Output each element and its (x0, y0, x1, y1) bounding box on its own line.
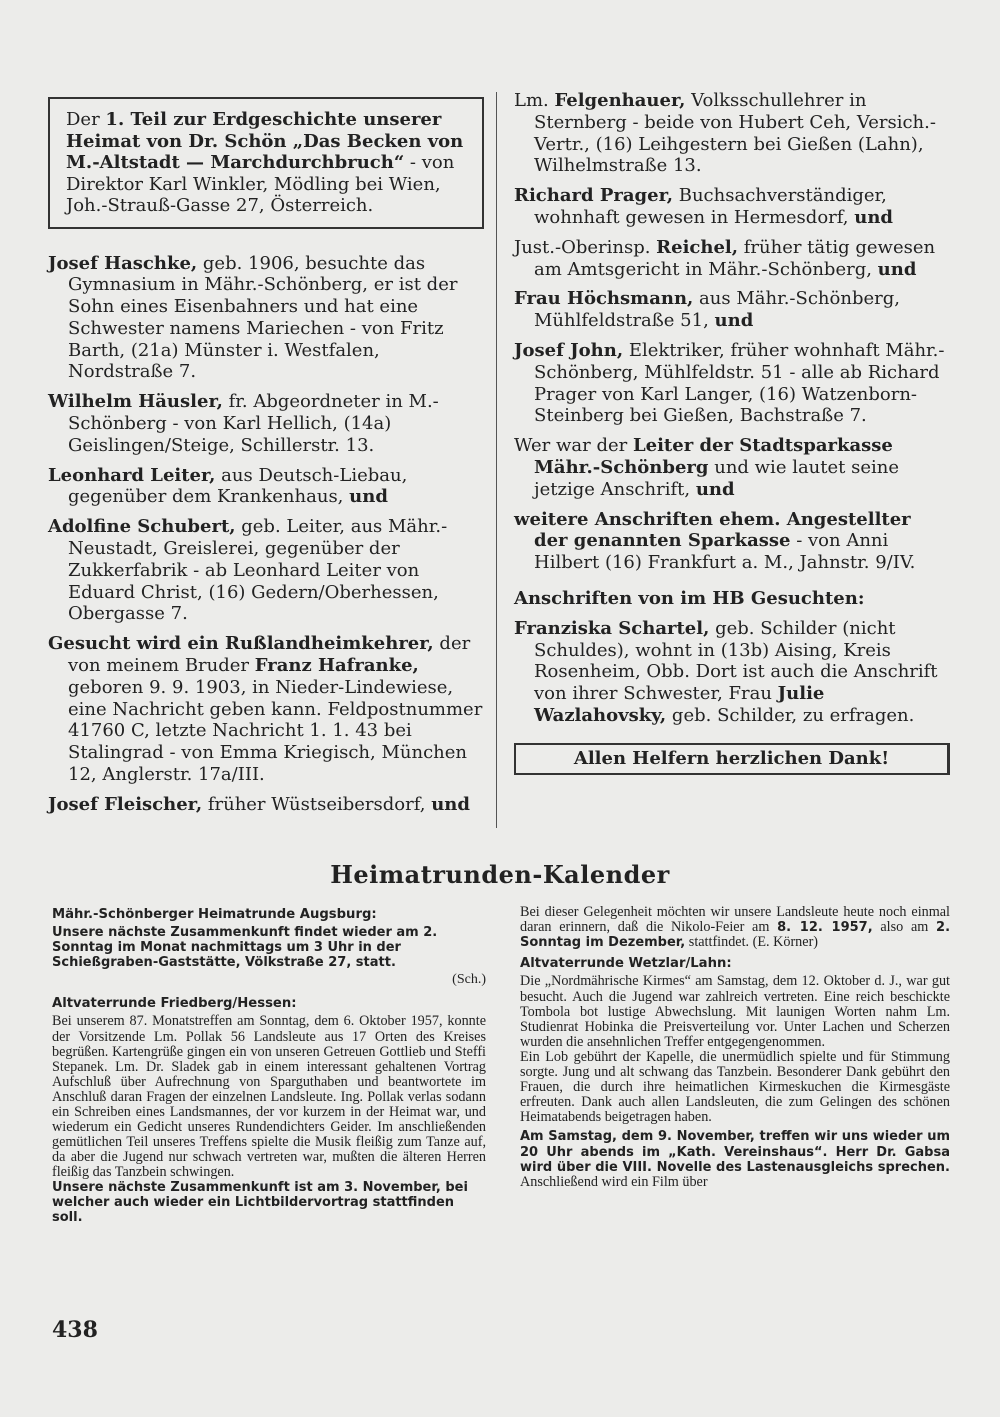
entry-pre: Wer war der (514, 435, 633, 457)
entry-name: Adolfine Schubert, (48, 516, 236, 538)
nikolo-text: Bei dieser Gelegenheit möchten wir unsere Landsleute heute noch einmal daran erinnern, daß die Nikolo-Feier am (520, 904, 950, 936)
entry-name: Reichel, (656, 236, 739, 258)
entry-and: und (349, 486, 388, 508)
friedberg-heading: Altvaterrunde Friedberg/Hessen: (52, 996, 297, 1012)
entry-haschke (48, 253, 484, 384)
entry-text: Volksschullehrer in Sternberg - beide von Hubert Ceh, Versich.-Vertr., (16) Leihgestern bei Gießen (Lahn), Wilhelmstraße 13. (534, 90, 936, 177)
entry-name-2: Franz Hafranke, (254, 655, 419, 677)
wetzlar-text: Die „Nordmährische Kirmes“ am Samstag, dem 12. Oktober d. J., war gut besucht. Auch die Jugend war zahlreich vertreten. Eine reich beschickte Tombola bot lustige Abwechslung. Mit launigen Worten nahm Lm. Studienrat Hobinka die Preisverteilung vor. Unter Lachen und Scherzen wurden die ansehnlichen Treffer entgegengenommen. (520, 973, 950, 1050)
entry-schartel (514, 618, 950, 727)
notice-title: 1. Teil zur Erdgeschichte unserer Heimat von Dr. Schön „Das Becken von M.-Altstadt — Marchdurchbruch“ (66, 109, 464, 173)
left-column (48, 97, 484, 824)
entry-text: geb. Leiter, aus Mähr.-Neustadt, Greislerei, gegenüber der Zukkerfabrik - ab Leonhard Leiter von Eduard Christ, (16) Gedern/Oberhessen, Obergasse 7. (68, 516, 448, 625)
entry-and: und (714, 310, 754, 332)
entry-name: weitere Anschriften ehem. Angestellter der genannten Sparkasse (514, 508, 911, 552)
column-divider (496, 92, 497, 828)
section-heading: Anschriften von im HB Gesuchten: (514, 587, 865, 609)
entry-text: und wie lautet seine jetzige Anschrift, (534, 456, 900, 500)
entry-schubert (48, 516, 484, 625)
entry-name: Richard Prager, (514, 185, 674, 207)
entry-name: Josef Fleischer, (48, 793, 203, 815)
entry-text: aus Mähr.-Schönberg, Mühlfeldstraße 51, (534, 288, 900, 332)
entry-text-2: geboren 9. 9. 1903, in Nieder-Lindewiese, eine Nachricht geben kann. Feldpostnummer 41760 C, letzte Nachricht 1. 1. 43 bei Stalingrad - von Emma Kriegisch, München 12, Anglerstr. 17a/III. (68, 676, 483, 786)
entry-and: und (431, 793, 470, 815)
entry-name-2: Julie Wazlahovsky, (534, 683, 825, 726)
entry-text: geb. Schilder (nicht Schuldes), wohnt in (13b) Aising, Kreis Rosenheim, Obb. Dort ist auch die Anschrift von ihrer Schwester, Frau (534, 617, 938, 705)
entry-felgenhauer (514, 90, 950, 177)
entry-john (514, 340, 950, 427)
entry-name: Gesucht wird ein Rußlandheimkehrer, (48, 633, 434, 655)
wetzlar-text-2: Ein Lob gebührt der Kapelle, die unermüdlich spielte und für Stimmung sorgte. Jung und alt schwang das Tanzbein. Besonderer Dank gebührt den Frauen, die durch ihre heimatlichen Kirmeskuchen die Kirmesgäste erfreuten. Dank auch allen Landsleuten, die zum Gelingen des schönen Heimatabends beigetragen haben. (520, 1048, 950, 1126)
augsburg-text: Unsere nächste Zusammenkunft findet wieder am 2. Sonntag im Monat nachmittags um 3 Uhr in der Schießgraben-Gaststätte, Völkstraße 27, statt. (52, 925, 438, 971)
entry-pre: Just.-Oberinsp. (514, 236, 657, 258)
nikolo-notice (520, 905, 950, 950)
entry-name: Josef John, (514, 339, 624, 361)
nikolo-text-mid: also am (872, 919, 937, 936)
kalender-title: Heimatrunden-Kalender (330, 860, 670, 889)
augsburg-heading: Mähr.-Schönberger Heimatrunde Augsburg: (52, 907, 377, 922)
entry-name: Felgenhauer, (554, 90, 686, 111)
entry-angestellte (514, 509, 950, 574)
entry-hb-heading (514, 588, 950, 610)
nikolo-text-end: stattfindet. (E. Körner) (685, 934, 819, 951)
notice-text: - von Direktor Karl Winkler, Mödling bei Wien, Joh.-Strauß-Gasse 27, Österreich. (66, 152, 455, 216)
entry-text: Buchsachverständiger, wohnhaft gewesen in Hermesdorf, (534, 185, 887, 228)
entry-name: Frau Höchsmann, (514, 288, 694, 310)
kalender-right-column (520, 905, 950, 1190)
entry-text: aus Deutsch-Liebau, gegenüber dem Krankenhaus, (68, 464, 408, 508)
nikolo-sunday: 2. Sonntag im Dezember, (520, 920, 951, 951)
entry-hoechsmann (514, 288, 950, 332)
entry-pre: Lm. (514, 90, 555, 111)
wetzlar-heading: Altvaterrunde Wetzlar/Lahn: (520, 956, 732, 972)
entry-text: geb. 1906, besuchte das Gymnasium in Mähr.-Schönberg, er ist der Sohn eines Eisenbahners und hat eine Schwester namens Mariechen - von Fritz Barth, (21a) Münster i. Westfalen, Nordstraße 7. (68, 252, 458, 383)
entry-name: Leonhard Leiter, (48, 464, 216, 486)
wetzlar-next-meeting (520, 1129, 950, 1189)
entry-prager (514, 185, 950, 229)
entry-haeusler (48, 391, 484, 456)
entry-and: und (877, 258, 917, 280)
entry-fleischer (48, 794, 484, 816)
entry-text: Elektriker, früher wohnhaft Mähr.-Schönberg, Mühlfeldstr. 51 - alle ab Richard Prager von Karl Langer, (16) Watzenborn-Steinberg bei Gießen, Bachstraße 7. (534, 339, 945, 427)
entry-name: Franziska Schartel, (514, 617, 710, 639)
entry-text: früher tätig gewesen am Amtsgericht in Mähr.-Schönberg, (534, 236, 936, 280)
entry-name: Josef Haschke, (48, 252, 198, 274)
notice-pre: Der (66, 109, 106, 130)
augsburg-signature: (Sch.) (452, 972, 486, 988)
entry-and: und (854, 206, 893, 228)
entry-sparkasse (514, 435, 950, 500)
entry-russland (48, 633, 484, 786)
friedberg-text: Bei unserem 87. Monatstreffen am Sonntag, dem 6. Oktober 1957, konnte der Vorsitzende Lm. Pollak 56 Landsleute aus 17 Orten des Kreises begrüßen. Kartengrüße gingen ein von unseren Getreuen Gottlieb und Steffi Stepanek. Lm. Dr. Sladek gab in einem interessant gehaltenen Vortrag Aufschluß über Aufrechnung von Sparguthaben und beantwortete im Anschluß daran Fragen der einzelnen Landsleute. Ing. Pollak verlas sodann ein Schreiben eines Landsmannes, der vor kurzem in der Heimat war, und wiederum ein Gedicht unseres Rundendichters Geider. Im anschließenden gemütlichen Teil unseres Treffens spielte die Musik fleißig zum Tanze auf, da aber die Jugend nur schwach vertreten war, mußten die älteren Herren fleißig das Tanzbein schwingen. (52, 1013, 486, 1181)
entry-leiter (48, 465, 484, 509)
wetzlar-tail: Anschließend wird ein Film über (520, 1173, 708, 1190)
entry-name: Leiter der Stadtsparkasse Mähr.-Schönberg (534, 435, 893, 478)
entry-reichel (514, 237, 950, 281)
entry-text: früher Wüstseibersdorf, (202, 793, 432, 815)
friedberg-next-meeting: Unsere nächste Zusammenkunft ist am 3. November, bei welcher auch wieder ein Lichtbildervortrag stattfinden soll. (52, 1180, 468, 1226)
page-number: 438 (52, 1317, 98, 1343)
entry-text: - von Anni Hilbert (16) Frankfurt a. M., Jahnstr. 9/IV. (534, 530, 916, 574)
entry-text: der von meinem Bruder (68, 633, 471, 677)
entry-name: Wilhelm Häusler, (48, 391, 223, 413)
notice-box (48, 97, 484, 229)
right-column (514, 90, 950, 775)
entry-text: fr. Abgeordneter in M.-Schönberg - von Karl Hellich, (14a) Geislingen/Steige, Schillerstr. 13. (68, 391, 439, 456)
nikolo-date: 8. 12. 1957, (777, 920, 873, 936)
kalender-left-column (52, 905, 486, 1225)
entry-and: und (695, 478, 735, 500)
entry-text-2: geb. Schilder, zu erfragen. (666, 704, 915, 726)
wetzlar-bold: Am Samstag, dem 9. November, treffen wir uns wieder um 20 Uhr abends im „Kath. Vereinshaus“. Herr Dr. Gabsa wird über die VIII. Novelle des Lastenausgleichs sprechen. (520, 1129, 950, 1175)
thanks-box: Allen Helfern herzlichen Dank! (514, 743, 950, 775)
